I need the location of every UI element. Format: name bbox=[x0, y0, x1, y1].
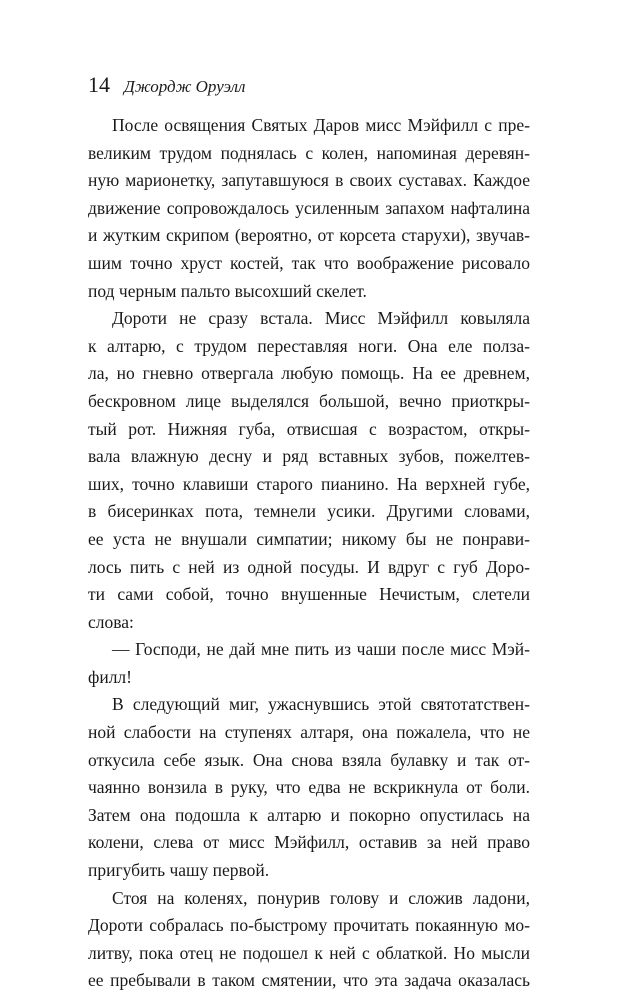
page-header bbox=[88, 72, 245, 98]
text-line: чаянно вонзила в руку, что едва не вскрикнула от боли. bbox=[88, 777, 530, 798]
text-line: к алтарю, с трудом переставляя ноги. Она еле полза- bbox=[88, 335, 530, 356]
text-line: бескровном лице выделялся большой, вечно приоткры- bbox=[88, 390, 530, 411]
text-line: филл! bbox=[88, 666, 132, 687]
text-line: В следующий миг, ужаснувшись этой святотатствен- bbox=[112, 694, 530, 715]
text-line: и жутким скрипом (вероятно, от корсета старухи), звучав- bbox=[88, 225, 530, 246]
text-line: великим трудом поднялась с колен, напоминая деревян- bbox=[88, 142, 530, 163]
text-line: откусила себе язык. Она снова взяла булавку и так от- bbox=[88, 749, 530, 770]
text-line: ее пребывали в таком смятении, что эта задача оказалась bbox=[88, 970, 530, 991]
text-line: Дороти не сразу встала. Мисс Мэйфилл ковыляла bbox=[112, 308, 530, 329]
text-line: Стоя на коленях, понурив голову и сложив ладони, bbox=[112, 887, 530, 908]
text-line: вала влажную десну и ряд вставных зубов, пожелтев- bbox=[88, 446, 530, 467]
text-line: ее уста не внушали симпатии; никому бы не понрави- bbox=[88, 528, 530, 549]
text-line: — Господи, не дай мне пить из чаши после мисс Мэй- bbox=[112, 639, 530, 660]
text-line: литву, пока отец не подошел к ней с облаткой. Но мысли bbox=[88, 942, 530, 963]
text-line: ших, точно клавиши старого пианино. На верхней губе, bbox=[88, 473, 530, 494]
text-line: слова: bbox=[88, 611, 134, 632]
page-number: 14 bbox=[88, 72, 110, 97]
text-line: под черным пальто высохший скелет. bbox=[88, 280, 367, 301]
text-line: лось пить с ней из одной посуды. И вдруг с губ Доро- bbox=[88, 556, 530, 577]
text-line: ной слабости на ступенях алтаря, она пожалела, что не bbox=[88, 722, 530, 743]
body-text bbox=[88, 112, 530, 995]
text-line: движение сопровождалось усиленным запахом нафталина bbox=[88, 197, 530, 218]
text-line: ти сами собой, точно внушенные Нечистым, слетели bbox=[88, 584, 530, 605]
text-line: После освящения Святых Даров мисс Мэйфилл с пре- bbox=[112, 115, 530, 135]
text-line: в бисеринках пота, темнели усики. Другими словами, bbox=[88, 501, 530, 522]
text-line: Затем она подошла к алтарю и покорно опустилась на bbox=[88, 804, 530, 825]
text-line: ла, но гневно отвергала любую помощь. На ее древнем, bbox=[88, 363, 530, 384]
text-line: тый рот. Нижняя губа, отвисшая с возрастом, откры- bbox=[88, 418, 530, 439]
text-line: шим точно хруст костей, так что воображение рисовало bbox=[88, 252, 530, 273]
running-head-author: Джордж Оруэлл bbox=[124, 77, 246, 96]
text-line: Дороти собралась по-быстрому прочитать покаянную мо- bbox=[88, 915, 530, 936]
text-line: ную марионетку, запутавшуюся в своих суставах. Каждое bbox=[88, 170, 530, 191]
text-line: пригубить чашу первой. bbox=[88, 860, 270, 881]
text-line: колени, слева от мисс Мэйфилл, оставив за ней право bbox=[88, 832, 530, 853]
